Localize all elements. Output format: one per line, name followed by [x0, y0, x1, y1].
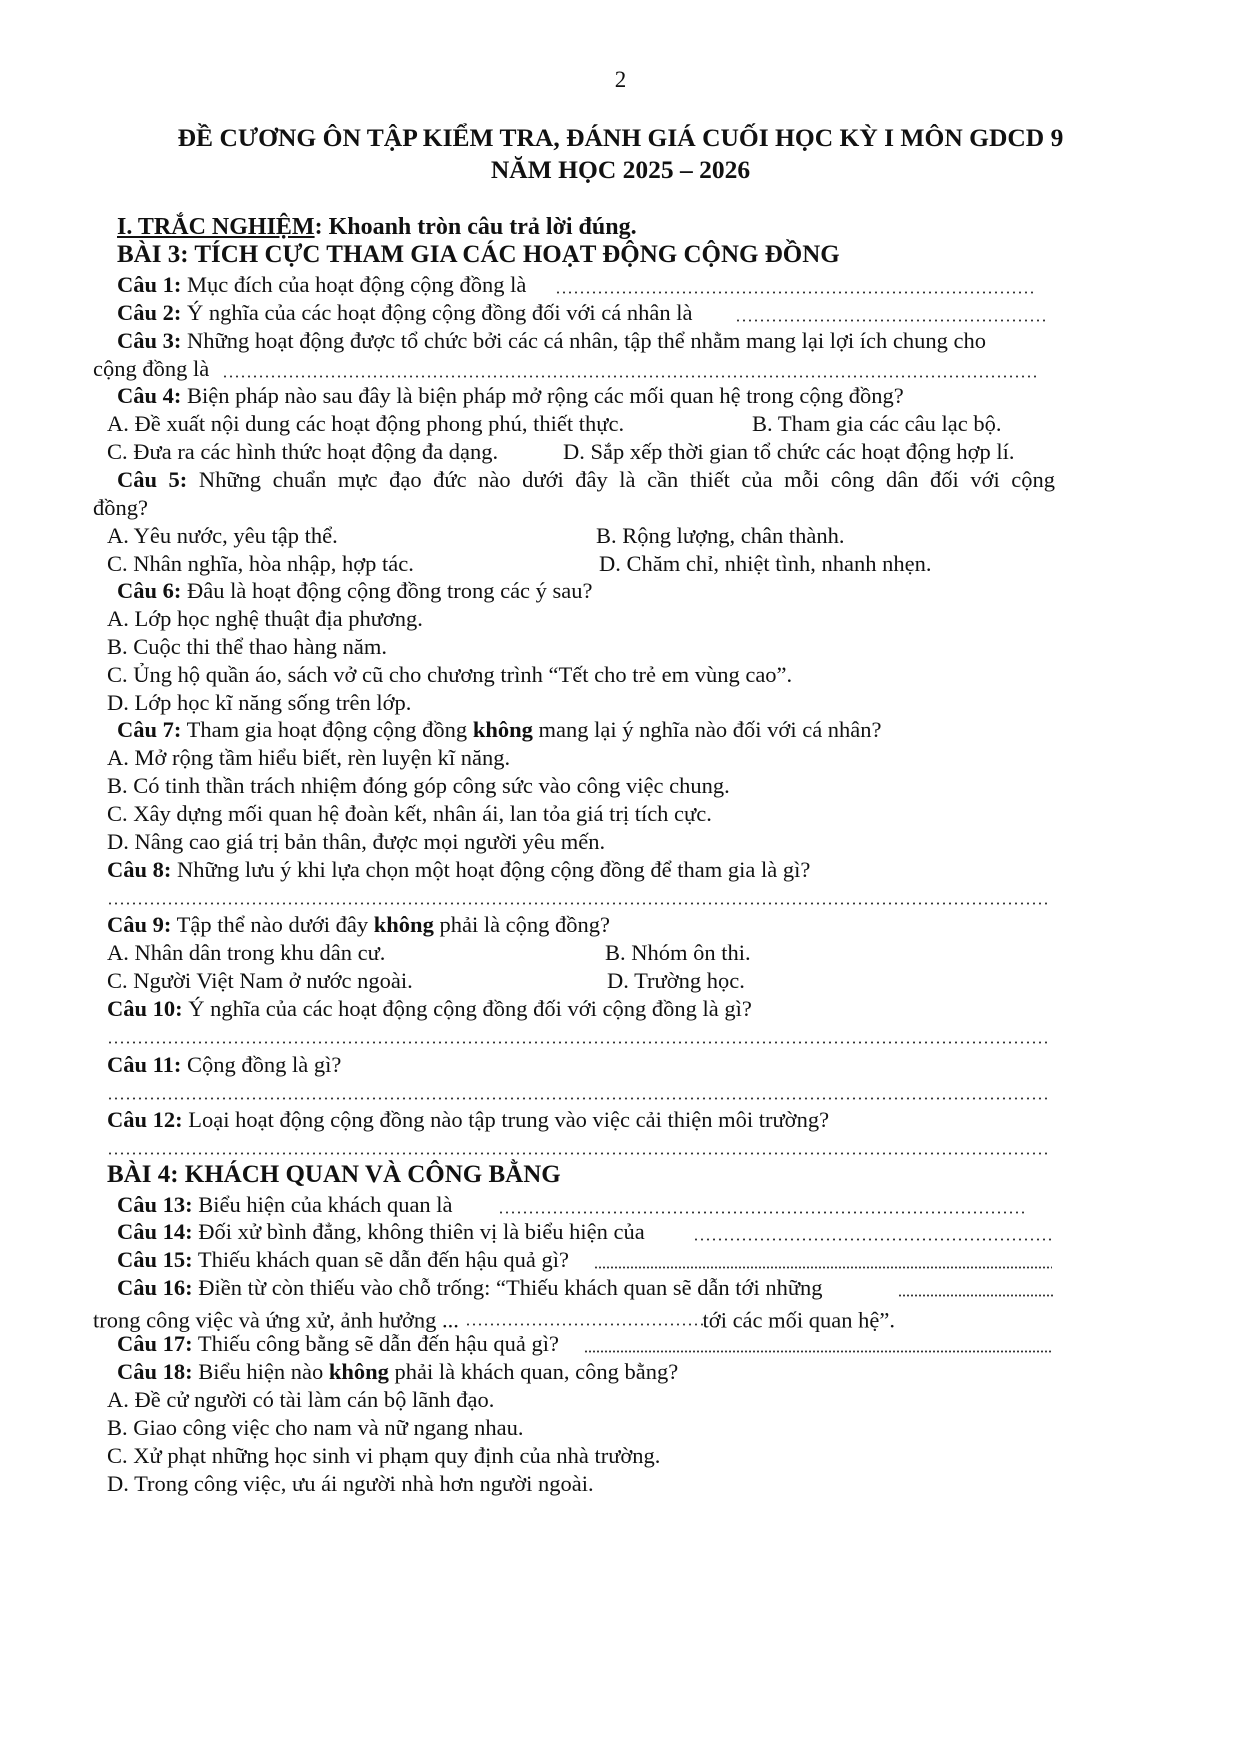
- question-15: [117, 1249, 569, 1272]
- page-number: 2: [614, 67, 627, 92]
- option-a: A. Mở rộng tầm hiểu biết, rèn luyện kĩ năng.: [107, 745, 511, 770]
- question-label: Câu 13:: [117, 1192, 193, 1217]
- question-label: Câu 11:: [107, 1052, 182, 1077]
- option-b: B. Có tinh thần trách nhiệm đóng góp công sức vào công việc chung.: [107, 773, 730, 798]
- question-label: Câu 9:: [107, 912, 172, 937]
- answer-blank: [107, 1041, 1047, 1044]
- question-text: Loại hoạt động cộng đồng nào tập trung vào việc cải thiện môi trường?: [182, 1107, 830, 1132]
- answer-blank: [107, 1097, 1047, 1100]
- question-text: Tham gia hoạt động cộng đồng: [181, 717, 473, 742]
- option-b: B. Nhóm ôn thi.: [605, 940, 751, 965]
- question-16-continued: [93, 1305, 895, 1332]
- question-17: [117, 1333, 559, 1356]
- question-text: Thiếu khách quan sẽ dẫn đến hậu quả gì?: [192, 1247, 569, 1272]
- option-c: C. Người Việt Nam ở nước ngoài.: [107, 968, 413, 993]
- page-title-line-1: ĐỀ CƯƠNG ÔN TẬP KIỂM TRA, ĐÁNH GIÁ CUỐI HỌC KỲ I MÔN GDCD 9: [177, 123, 1064, 152]
- question-label: Câu 1:: [117, 272, 182, 297]
- option-a: A. Yêu nước, yêu tập thể.: [107, 523, 338, 548]
- question-label: Câu 17:: [117, 1331, 193, 1356]
- answer-blank: [898, 1294, 1054, 1297]
- question-5-continued: đồng?: [93, 495, 148, 520]
- option-a: A. Lớp học nghệ thuật địa phương.: [107, 606, 423, 631]
- question-text: phải là khách quan, công bằng?: [388, 1359, 679, 1384]
- option-a: A. Đề cử người có tài làm cán bộ lãnh đạo.: [107, 1387, 495, 1412]
- question-4: [117, 385, 904, 408]
- option-b: B. Tham gia các câu lạc bộ.: [752, 411, 1002, 436]
- question-label: Câu 8:: [107, 857, 172, 882]
- emphasis-word: không: [472, 717, 533, 742]
- page-title-line-2: NĂM HỌC 2025 – 2026: [490, 155, 751, 184]
- question-text: Đâu là hoạt động cộng đồng trong các ý sau?: [181, 578, 593, 603]
- option-b: B. Rộng lượng, chân thành.: [596, 523, 845, 548]
- question-label: Câu 15:: [117, 1247, 193, 1272]
- answer-blank: [107, 1152, 1047, 1155]
- question-12: [107, 1109, 829, 1132]
- question-2: [117, 302, 693, 325]
- question-label: Câu 4:: [117, 383, 182, 408]
- question-label: Câu 16:: [117, 1275, 193, 1300]
- option-d: D. Chăm chỉ, nhiệt tình, nhanh nhẹn.: [599, 551, 932, 576]
- emphasis-word: không: [328, 1359, 389, 1384]
- answer-blank: [555, 291, 1033, 294]
- question-8: [107, 859, 810, 882]
- answer-blank: [222, 375, 1038, 378]
- question-3-continued: cộng đồng là: [93, 356, 210, 381]
- question-text: Những chuẩn mực đạo đức nào dưới đây là cần thiết của mỗi công dân đối với cộng: [187, 467, 1055, 492]
- question-7: [117, 719, 882, 742]
- option-c: C. Nhân nghĩa, hòa nhập, hợp tác.: [107, 551, 414, 576]
- question-text: Những lưu ý khi lựa chọn một hoạt động cộng đồng để tham gia là gì?: [171, 857, 811, 882]
- emphasis-word: không: [373, 912, 434, 937]
- question-label: Câu 3:: [117, 328, 182, 353]
- option-a: A. Đề xuất nội dung các hoạt động phong phú, thiết thực.: [107, 411, 625, 436]
- question-label: Câu 6:: [117, 578, 182, 603]
- lesson-4-title: BÀI 4: KHÁCH QUAN VÀ CÔNG BẰNG: [107, 1161, 561, 1188]
- question-label: Câu 5:: [117, 467, 188, 492]
- answer-blank: [498, 1211, 1028, 1214]
- question-text: Biểu hiện nào: [192, 1359, 329, 1384]
- question-label: Câu 12:: [107, 1107, 183, 1132]
- answer-blank: [465, 1305, 703, 1328]
- section-heading: I. TRẮC NGHIỆM: [117, 214, 315, 240]
- question-text: Tập thể nào dưới đây: [171, 912, 374, 937]
- question-text: tới các mối quan hệ”.: [702, 1307, 895, 1333]
- option-b: B. Cuộc thi thể thao hàng năm.: [107, 634, 387, 659]
- question-10: [107, 998, 752, 1021]
- question-label: Câu 10:: [107, 996, 183, 1021]
- answer-blank: [594, 1266, 1052, 1269]
- question-3: [117, 330, 986, 353]
- question-text: Đối xử bình đẳng, không thiên vị là biểu hiện của: [192, 1219, 645, 1244]
- question-text: Mục đích của hoạt động cộng đồng là: [181, 272, 527, 297]
- question-text: phải là cộng đồng?: [433, 912, 611, 937]
- question-text: trong công việc và ứng xử, ảnh hưởng ...: [93, 1307, 465, 1333]
- option-d: D. Nâng cao giá trị bản thân, được mọi người yêu mến.: [107, 829, 606, 854]
- question-5: [117, 469, 1055, 492]
- question-text: Ý nghĩa của các hoạt động cộng đồng đối với cộng đồng là gì?: [182, 996, 752, 1021]
- question-label: Câu 14:: [117, 1219, 193, 1244]
- question-label: Câu 18:: [117, 1359, 193, 1384]
- option-d: D. Trong công việc, ưu ái người nhà hơn người ngoài.: [107, 1471, 594, 1496]
- question-13: [117, 1194, 453, 1217]
- question-14: [117, 1221, 645, 1244]
- option-d: D. Trường học.: [607, 968, 745, 993]
- question-text: Thiếu công bằng sẽ dẫn đến hậu quả gì?: [192, 1331, 559, 1356]
- option-c: C. Xử phạt những học sinh vi phạm quy định của nhà trường.: [107, 1443, 661, 1468]
- option-c: C. Đưa ra các hình thức hoạt động đa dạng.: [107, 439, 499, 464]
- answer-blank: [107, 902, 1047, 905]
- question-text: Những hoạt động được tổ chức bởi các cá nhân, tập thể nhằm mang lại lợi ích chung cho: [181, 328, 986, 353]
- option-c: C. Ủng hộ quần áo, sách vở cũ cho chương trình “Tết cho trẻ em vùng cao”.: [107, 662, 793, 687]
- question-16: [117, 1277, 823, 1300]
- question-text: Cộng đồng là gì?: [181, 1052, 342, 1077]
- option-a: A. Nhân dân trong khu dân cư.: [107, 940, 386, 965]
- question-18: [117, 1361, 678, 1384]
- option-d: D. Lớp học kĩ năng sống trên lớp.: [107, 690, 412, 715]
- answer-blank: [735, 319, 1047, 322]
- answer-blank: [584, 1350, 1052, 1353]
- option-b: B. Giao công việc cho nam và nữ ngang nhau.: [107, 1415, 524, 1440]
- question-label: Câu 7:: [117, 717, 182, 742]
- option-d: D. Sắp xếp thời gian tổ chức các hoạt động hợp lí.: [563, 439, 1015, 464]
- option-c: C. Xây dựng mối quan hệ đoàn kết, nhân ái, lan tỏa giá trị tích cực.: [107, 801, 712, 826]
- question-9: [107, 914, 610, 937]
- question-text: Ý nghĩa của các hoạt động cộng đồng đối với cá nhân là: [181, 300, 693, 325]
- section-instruction: [117, 215, 637, 239]
- instruction-text: : Khoanh tròn câu trả lời đúng.: [314, 214, 637, 240]
- question-6: [117, 580, 593, 603]
- question-text: mang lại ý nghĩa nào đối với cá nhân?: [532, 717, 882, 742]
- lesson-3-title: BÀI 3: TÍCH CỰC THAM GIA CÁC HOẠT ĐỘNG CỘNG ĐỒNG: [117, 241, 840, 268]
- answer-blank: [693, 1238, 1053, 1241]
- question-text: Điền từ còn thiếu vào chỗ trống: “Thiếu khách quan sẽ dẫn tới những: [192, 1275, 823, 1300]
- question-text: Biện pháp nào sau đây là biện pháp mở rộng các mối quan hệ trong cộng đồng?: [181, 383, 904, 408]
- question-11: [107, 1054, 341, 1077]
- question-text: Biểu hiện của khách quan là: [192, 1192, 453, 1217]
- question-label: Câu 2:: [117, 300, 182, 325]
